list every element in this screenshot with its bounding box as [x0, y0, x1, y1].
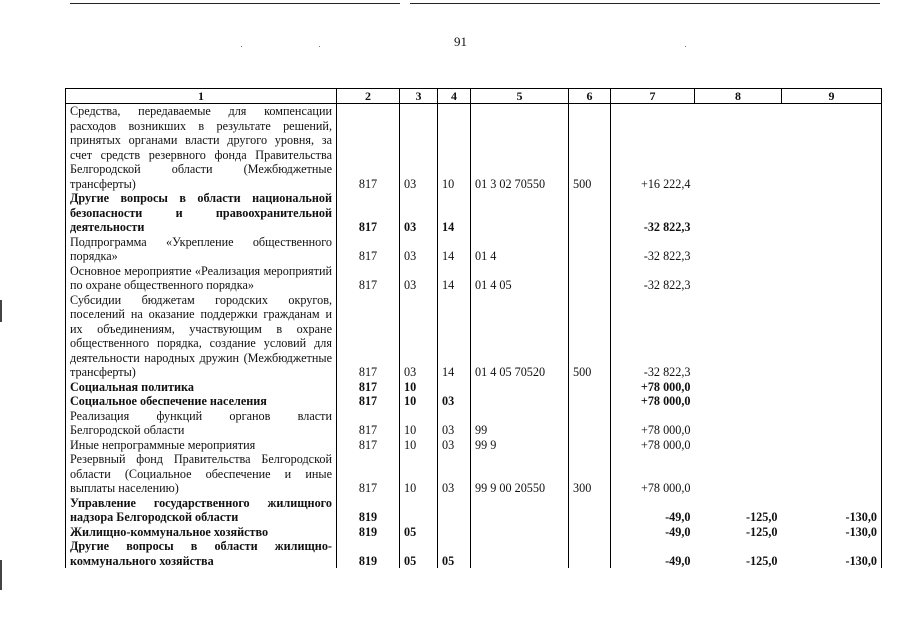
target-article-cell: 01 4 [471, 235, 569, 264]
section-cell: 03 [400, 235, 438, 264]
target-article-cell [471, 525, 569, 540]
expense-type-cell [569, 438, 611, 453]
amount-year2-cell [695, 409, 782, 438]
amount-year2-cell [695, 394, 782, 409]
section-cell: 10 [400, 409, 438, 438]
row-name-cell: Социальная политика [66, 380, 337, 395]
column-header: 3 [400, 89, 438, 104]
account-code-cell: 819 [337, 539, 400, 568]
amount-year3-cell [782, 191, 882, 235]
table-row [66, 191, 882, 235]
row-name-cell: Резервный фонд Правительства Белгородской области (Социальное обеспечение и иные выплаты населению) [66, 452, 337, 496]
account-code-cell: 817 [337, 264, 400, 293]
row-name-cell: Жилищно-коммунальное хозяйство [66, 525, 337, 540]
section-cell: 10 [400, 380, 438, 395]
account-code-cell: 817 [337, 380, 400, 395]
section-cell: 10 [400, 438, 438, 453]
table-row [66, 394, 882, 409]
row-name-cell: Управление государственного жилищного надзора Белгородской области [66, 496, 337, 525]
section-cell: 05 [400, 539, 438, 568]
table-row [66, 452, 882, 496]
expense-type-cell [569, 191, 611, 235]
amount-year3-cell [782, 293, 882, 380]
row-name-cell: Другие вопросы в области жилищно-коммунального хозяйства [66, 539, 337, 568]
amount-cell: -49,0 [611, 496, 695, 525]
amount-year2-cell [695, 380, 782, 395]
expense-type-cell [569, 525, 611, 540]
target-article-cell [471, 539, 569, 568]
expense-type-cell [569, 235, 611, 264]
account-code-cell: 819 [337, 525, 400, 540]
amount-cell: -32 822,3 [611, 264, 695, 293]
subsection-cell: 03 [438, 394, 471, 409]
scan-edge-mark [0, 300, 2, 322]
table-row [66, 293, 882, 380]
expense-type-cell [569, 409, 611, 438]
expense-type-cell [569, 264, 611, 293]
amount-year2-cell [695, 293, 782, 380]
amount-year3-cell [782, 235, 882, 264]
table-row [66, 380, 882, 395]
amount-year3-cell [782, 264, 882, 293]
amount-year3-cell [782, 380, 882, 395]
target-article-cell [471, 394, 569, 409]
target-article-cell: 99 9 [471, 438, 569, 453]
subsection-cell [438, 525, 471, 540]
amount-cell: -32 822,3 [611, 235, 695, 264]
target-article-cell [471, 380, 569, 395]
expense-type-cell [569, 539, 611, 568]
amount-year2-cell [695, 104, 782, 192]
subsection-cell [438, 496, 471, 525]
target-article-cell: 99 [471, 409, 569, 438]
table-row [66, 104, 882, 192]
account-code-cell: 817 [337, 235, 400, 264]
table-row [66, 438, 882, 453]
expense-type-cell: 500 [569, 293, 611, 380]
account-code-cell: 817 [337, 409, 400, 438]
table-row [66, 409, 882, 438]
account-code-cell: 817 [337, 438, 400, 453]
header-row [66, 89, 882, 104]
target-article-cell [471, 191, 569, 235]
column-header: 1 [66, 89, 337, 104]
subsection-cell: 14 [438, 191, 471, 235]
amount-cell: -49,0 [611, 525, 695, 540]
section-cell: 03 [400, 264, 438, 293]
budget-table [65, 88, 882, 568]
amount-year3-cell [782, 104, 882, 192]
target-article-cell: 01 4 05 70520 [471, 293, 569, 380]
target-article-cell [471, 496, 569, 525]
column-header: 8 [695, 89, 782, 104]
column-header: 2 [337, 89, 400, 104]
amount-year2-cell [695, 235, 782, 264]
row-name-cell: Субсидии бюджетам городских округов, поселений на оказание поддержки гражданам и их объединениям, участвующим в охране общественного порядка, создание условий для деятельности народных дружин (Межбюджетные трансферты) [66, 293, 337, 380]
amount-cell: +78 000,0 [611, 409, 695, 438]
amount-year3-cell: -130,0 [782, 525, 882, 540]
column-header: 4 [438, 89, 471, 104]
subsection-cell: 03 [438, 438, 471, 453]
subsection-cell: 14 [438, 264, 471, 293]
row-name-cell: Реализация функций органов власти Белгородской области [66, 409, 337, 438]
section-cell: 03 [400, 293, 438, 380]
top-edge-rule-left [70, 3, 400, 4]
section-cell: 05 [400, 525, 438, 540]
section-cell: 10 [400, 394, 438, 409]
amount-year2-cell: -125,0 [746, 524, 778, 539]
expense-type-cell: 300 [569, 452, 611, 496]
amount-year2-cell [695, 438, 782, 453]
column-header: 7 [611, 89, 695, 104]
column-header: 9 [782, 89, 882, 104]
amount-year3-cell [782, 438, 882, 453]
account-code-cell: 817 [337, 191, 400, 235]
top-edge-rule-right [410, 3, 880, 4]
amount-cell: +16 222,4 [611, 104, 695, 192]
column-header: 5 [471, 89, 569, 104]
amount-year3-cell: -130,0 [782, 539, 882, 568]
account-code-cell: 817 [337, 452, 400, 496]
target-article-cell: 99 9 00 20550 [471, 452, 569, 496]
subsection-cell: 05 [438, 539, 471, 568]
table-row [66, 235, 882, 264]
section-cell: 10 [400, 452, 438, 496]
row-name-cell: Подпрограмма «Укрепление общественного порядка» [66, 235, 337, 264]
column-header: 6 [569, 89, 611, 104]
expense-type-cell [569, 496, 611, 525]
target-article-cell: 01 4 05 [471, 264, 569, 293]
row-name-cell: Другие вопросы в области национальной безопасности и правоохранительной деятельности [66, 191, 337, 235]
amount-year3-cell [782, 409, 882, 438]
section-cell: 03 [400, 104, 438, 192]
amount-year3-cell [782, 452, 882, 496]
amount-year3-cell: -130,0 [782, 496, 882, 525]
amount-year2-cell: -125,0 [746, 510, 778, 524]
expense-type-cell: 500 [569, 104, 611, 192]
expense-type-cell [569, 380, 611, 395]
section-cell [400, 496, 438, 525]
subsection-cell: 14 [438, 293, 471, 380]
amount-cell: -32 822,3 [611, 293, 695, 380]
amount-cell: -49,0 [611, 539, 695, 568]
table-row [66, 539, 882, 568]
amount-year3-cell [782, 394, 882, 409]
row-name-cell: Средства, передаваемые для компенсации расходов возникших в результате решений, принятых органами власти другого уровня, за счет средств резервного фонда Правительства Белгородской области (Межбюджетные трансферты) [66, 104, 337, 192]
account-code-cell: 817 [337, 104, 400, 192]
amount-cell: +78 000,0 [611, 438, 695, 453]
account-code-cell: 817 [337, 293, 400, 380]
table-row [66, 496, 882, 525]
amount-year2-cell [695, 191, 782, 235]
subsection-cell: 03 [438, 452, 471, 496]
amount-cell: +78 000,0 [611, 394, 695, 409]
table-row [66, 264, 882, 293]
row-name-cell: Иные непрограммные мероприятия [66, 438, 337, 453]
table-body [66, 104, 882, 569]
target-article-cell: 01 3 02 70550 [471, 104, 569, 192]
table-row [66, 525, 882, 540]
amount-year2-cell [695, 452, 782, 496]
subsection-cell: 14 [438, 235, 471, 264]
page-number: 91 [454, 34, 467, 49]
row-name-cell: Социальное обеспечение населения [66, 394, 337, 409]
amount-cell: -32 822,3 [611, 191, 695, 235]
subsection-cell: 10 [438, 104, 471, 192]
subsection-cell [438, 380, 471, 395]
expense-type-cell [569, 394, 611, 409]
account-code-cell: 819 [337, 496, 400, 525]
row-name-cell: Основное мероприятие «Реализация мероприятий по охране общественного порядка» [66, 264, 337, 293]
amount-cell: +78 000,0 [611, 452, 695, 496]
amount-cell: +78 000,0 [611, 380, 695, 395]
subsection-cell: 03 [438, 409, 471, 438]
amount-year2-cell [695, 264, 782, 293]
section-cell: 03 [400, 191, 438, 235]
scan-edge-mark [0, 560, 2, 590]
account-code-cell: 817 [337, 394, 400, 409]
amount-year2-cell: -125,0 [746, 553, 778, 568]
